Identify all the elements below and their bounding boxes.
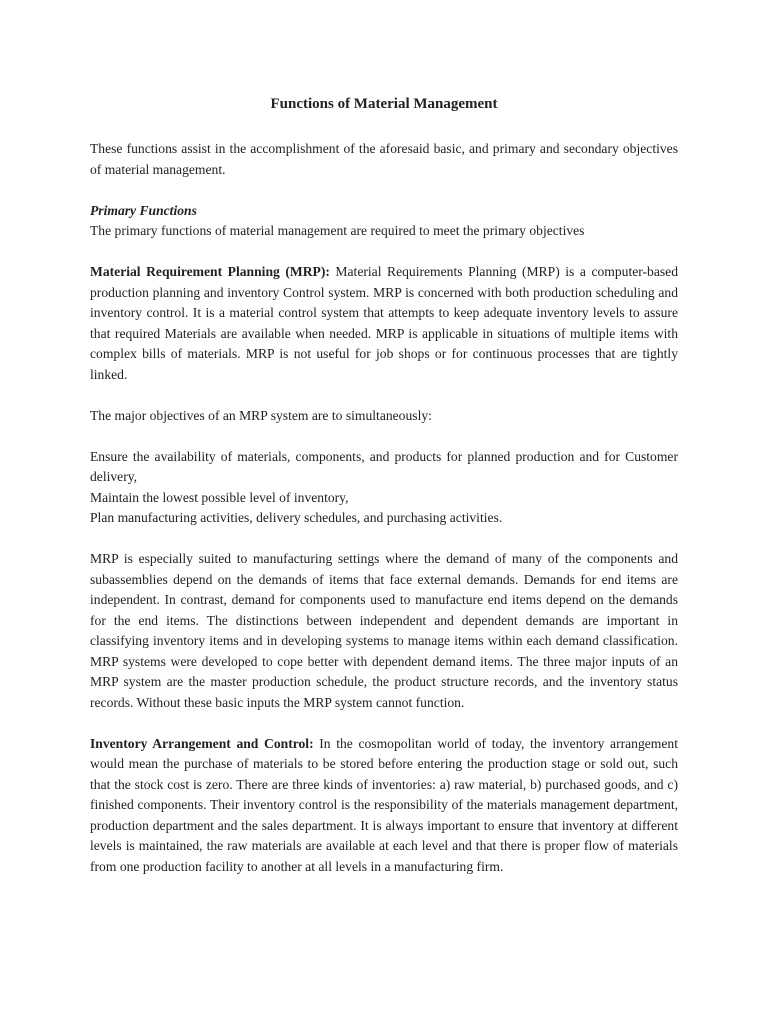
inventory-paragraph (90, 734, 678, 878)
objective-item: Ensure the availability of materials, components, and products for planned production and for Customer delivery, (90, 448, 678, 484)
mrp-suited-paragraph: MRP is especially suited to manufacturing settings where the demand of many of the components and subassemblies depend on the demands of items that face external demands. Demands for end items are independent. In contrast, demand for components used to manufacture end items depend on the demands for the end items. The distinctions between independent and dependent demands are important in classifying inventory items and in developing systems to manage items within each demand classification. MRP systems were developed to cope better with dependent demand items. The three major inputs of an MRP system are the master production schedule, the product structure records, and the inventory status records. Without these basic inputs the MRP system cannot function. (90, 551, 678, 710)
inventory-text: In the cosmopolitan world of today, the inventory arrangement would mean the purchase of materials to be stored before entering the production stage or sold out, such that the stock cost is zero. There are three kinds of inventories: a) raw material, b) purchased goods, and c) finished components. Their inventory control is the responsibility of the materials management department, production department and the sales department. It is always important to ensure that inventory at different levels is maintained, the raw materials are available at each level and that there is proper flow of materials from one production facility to another at all levels in a manufacturing firm. (90, 735, 678, 874)
primary-functions-heading: Primary Functions (90, 202, 197, 218)
spacer (90, 385, 678, 406)
spacer (90, 180, 678, 201)
mrp-text: Material Requirements Planning (MRP) is a computer-based production planning and inventory Control system. MRP is concerned with both production scheduling and inventory control. It is a material control system that attempts to keep adequate inventory levels to assure that required Materials are available when needed. MRP is applicable in situations of multiple items with complex bills of materials. MRP is not useful for job shops or for continuous processes that are tightly linked. (90, 264, 678, 382)
mrp-paragraph (90, 262, 678, 385)
mrp-lead: Material Requirement Planning (MRP): (90, 264, 330, 279)
spacer (90, 529, 678, 550)
intro-paragraph: These functions assist in the accomplishment of the aforesaid basic, and primary and secondary objectives of material management. (90, 141, 678, 177)
objective-item: Maintain the lowest possible level of inventory, (90, 489, 349, 505)
spacer (90, 713, 678, 734)
objective-item: Plan manufacturing activities, delivery schedules, and purchasing activities. (90, 510, 503, 525)
inventory-lead: Inventory Arrangement and Control: (90, 735, 314, 751)
objectives-intro: The major objectives of an MRP system are to simultaneously: (90, 407, 432, 423)
spacer (90, 242, 678, 263)
spacer (90, 426, 678, 447)
primary-functions-text: The primary functions of material management are required to meet the primary objectives (90, 223, 585, 238)
document-page (90, 94, 678, 877)
document-title: Functions of Material Management (270, 96, 498, 112)
